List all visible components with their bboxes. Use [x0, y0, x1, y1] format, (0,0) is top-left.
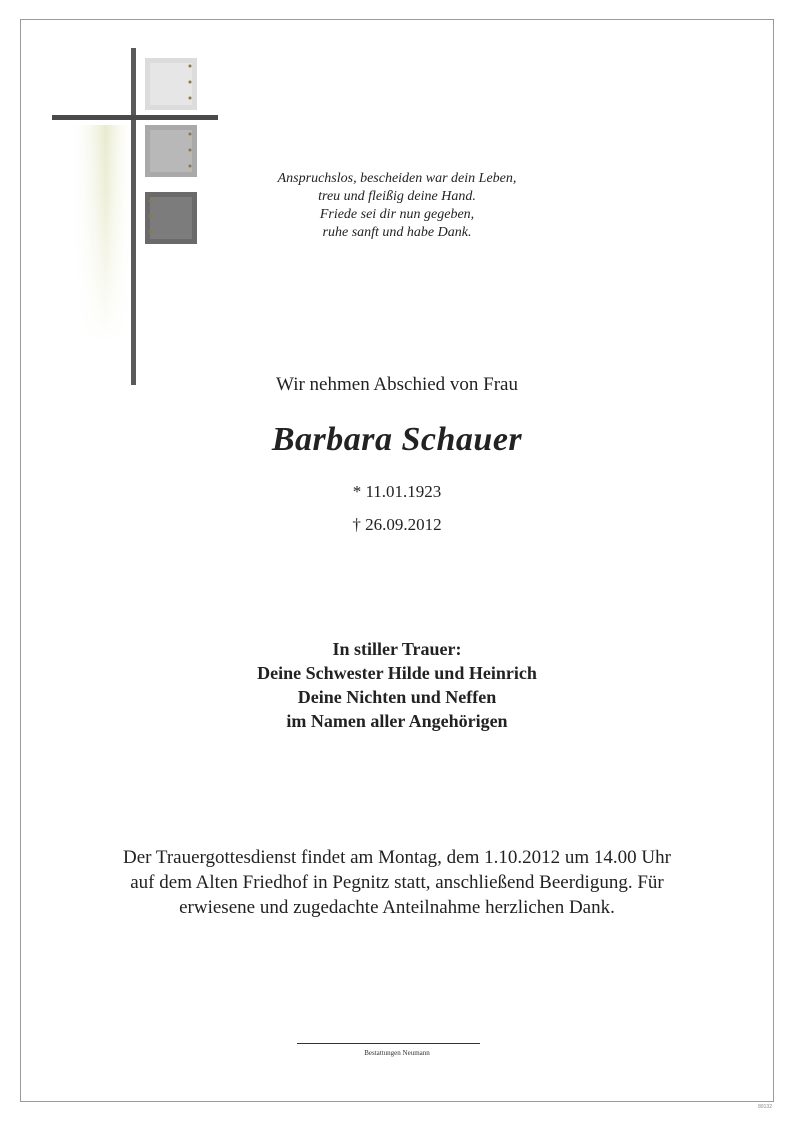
mourners-line: In stiller Trauer: [332, 639, 462, 659]
deceased-name: Barbara Schauer [271, 421, 523, 458]
poem-line: Friede sei dir nun gegeben, [319, 207, 475, 222]
service-announcement [0, 845, 794, 920]
birth-date: * 11.01.1923 [352, 482, 442, 501]
poem [0, 170, 794, 242]
mourners-line: Deine Nichten und Neffen [297, 687, 497, 707]
service-line: Der Trauergottesdienst findet am Montag, dem 1.10.2012 um 14.00 Uhr [123, 847, 671, 868]
funeral-home-name: Bestattungen Neumann [364, 1049, 430, 1057]
poem-line: treu und fleißig deine Hand. [318, 189, 476, 204]
square-light [145, 58, 197, 110]
death-date: † 26.09.2012 [352, 515, 442, 534]
signature-line [297, 1043, 480, 1044]
poem-line: Anspruchslos, bescheiden war dein Leben, [277, 171, 517, 186]
mourners-line: im Namen aller Angehörigen [286, 711, 508, 731]
poem-line: ruhe sanft und habe Dank. [322, 225, 472, 240]
cross-horizontal-beam [52, 115, 218, 120]
mourners-block [0, 637, 794, 733]
intro-text: Wir nehmen Abschied von Frau [276, 374, 518, 395]
service-line: auf dem Alten Friedhof in Pegnitz statt, anschließend Beerdigung. Für [130, 872, 664, 893]
mourners-line: Deine Schwester Hilde und Heinrich [257, 663, 537, 683]
service-line: erwiesene und zugedachte Anteilnahme herzlichen Dank. [179, 897, 615, 918]
print-code: 89132 [758, 1104, 772, 1110]
